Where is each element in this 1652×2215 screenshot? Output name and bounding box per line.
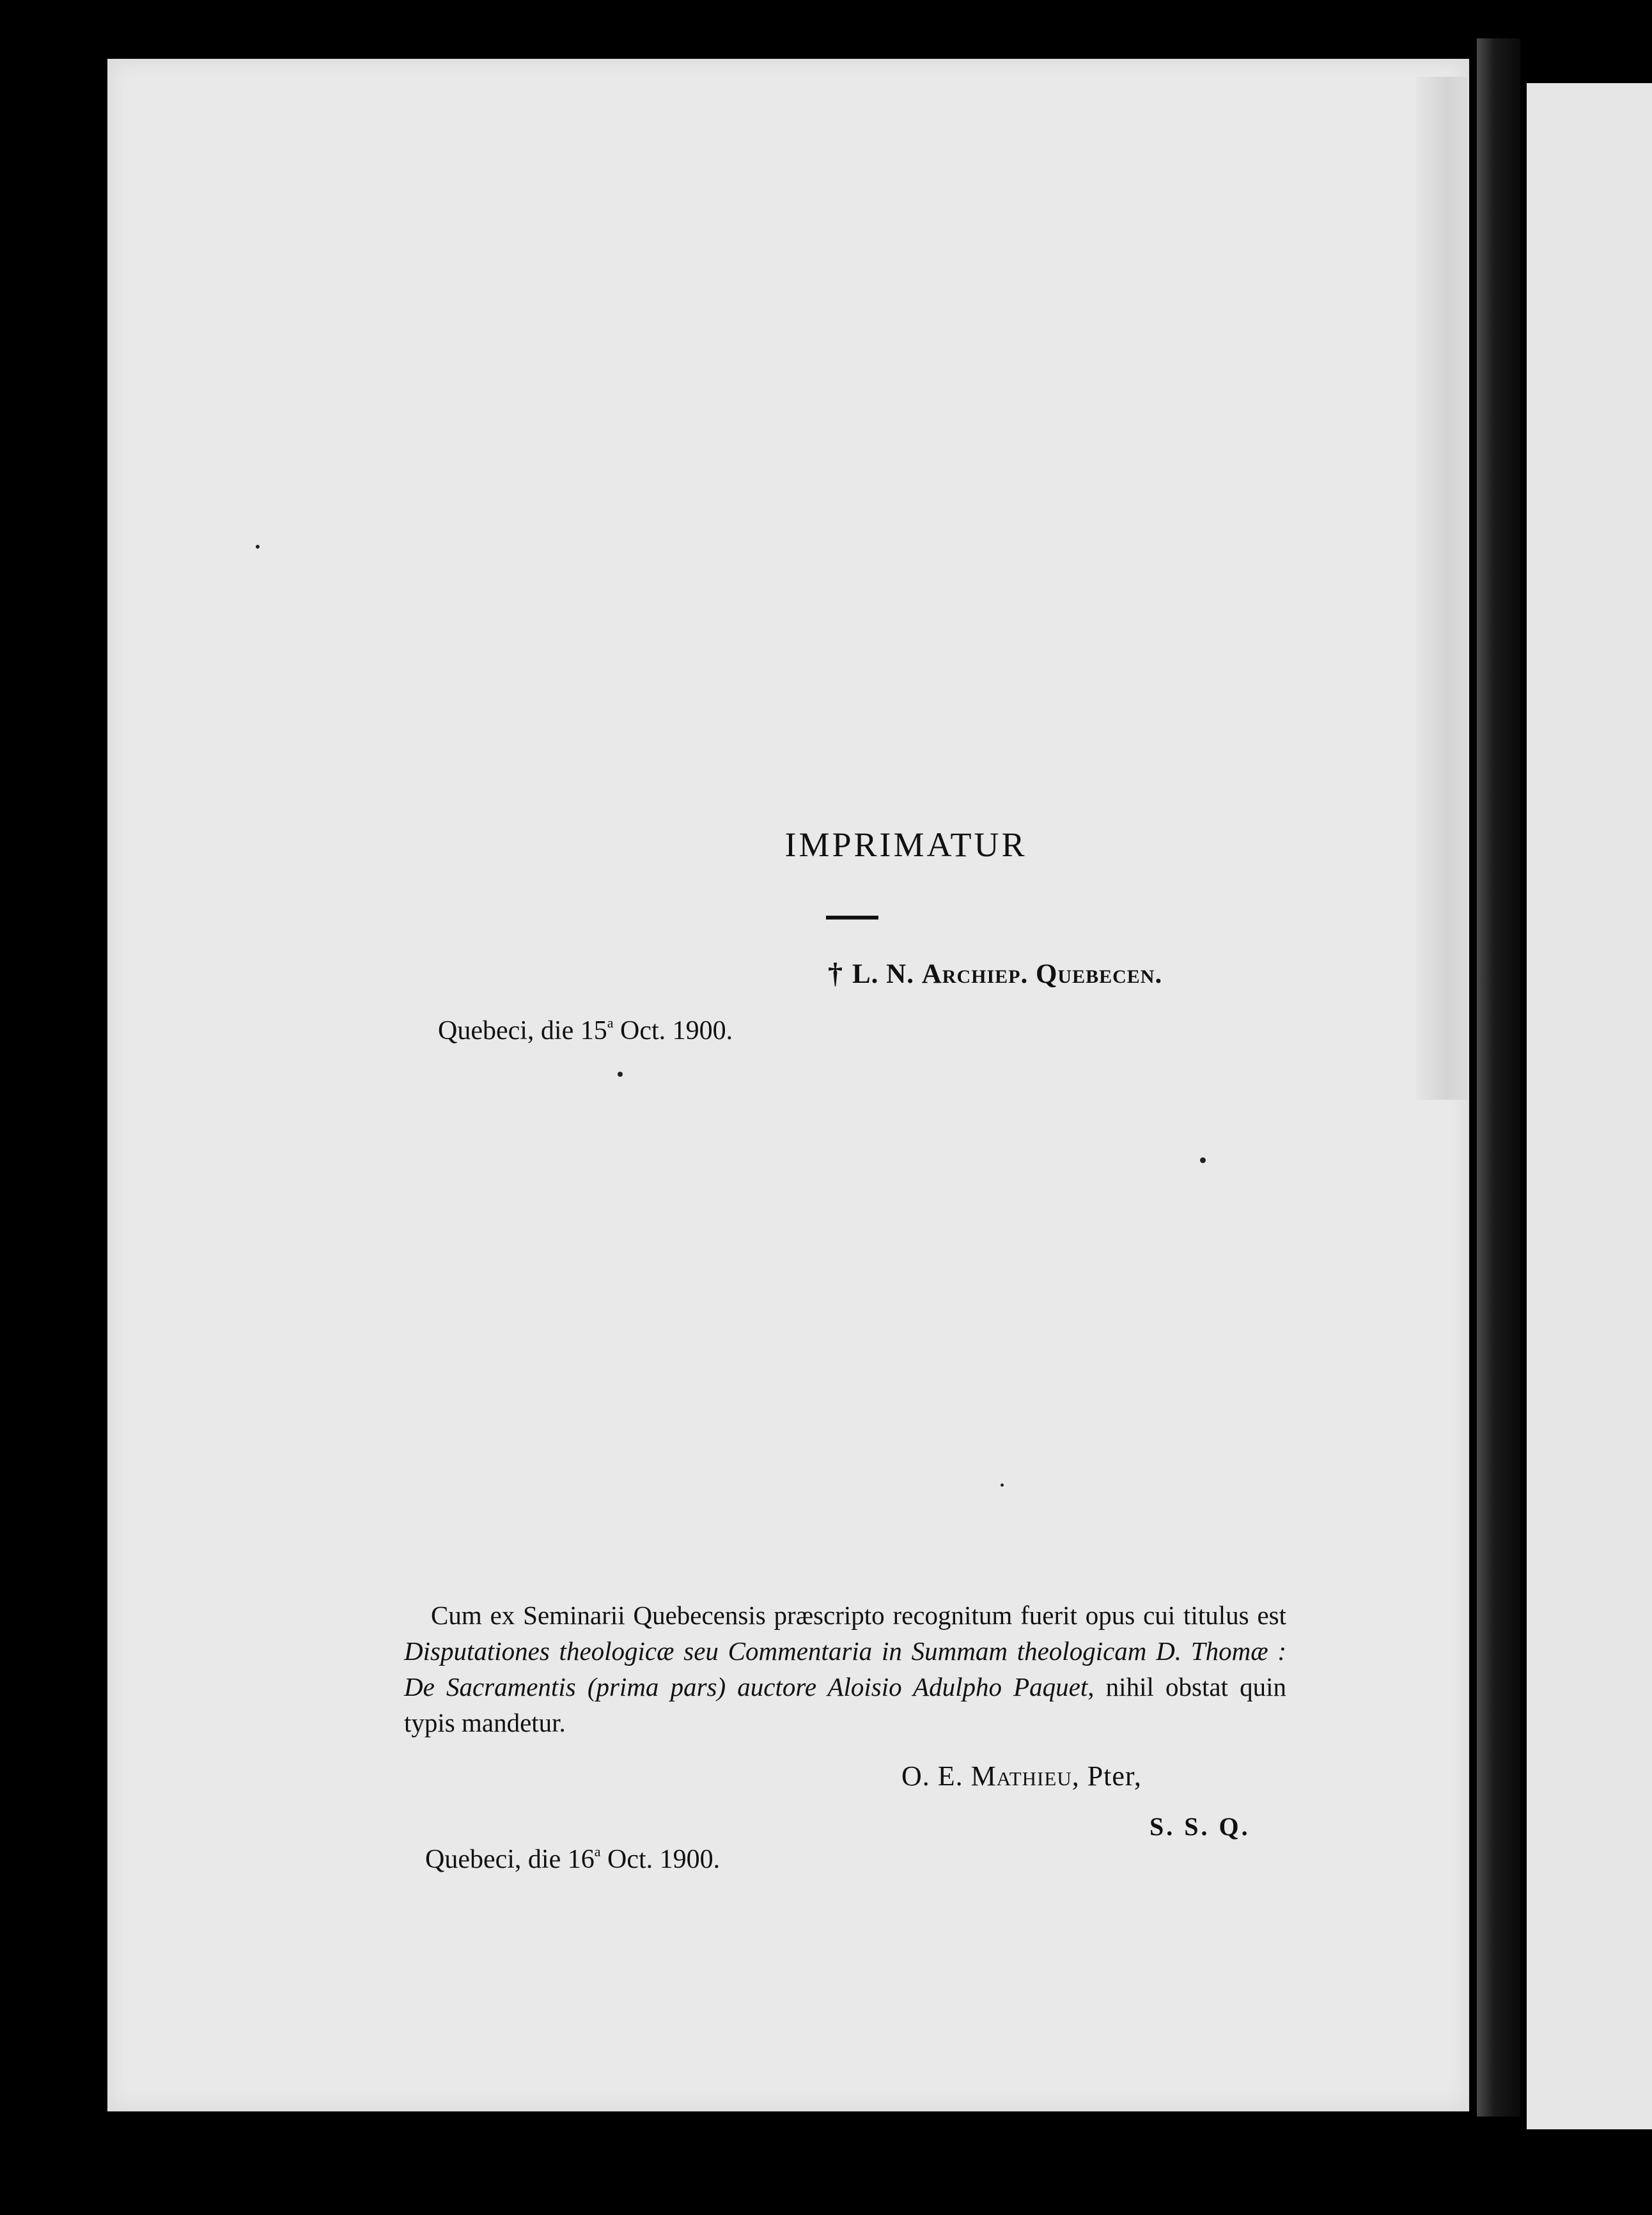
heading-rule (826, 916, 878, 920)
scan-speck (618, 1072, 623, 1077)
imprimatur-heading: IMPRIMATUR (784, 826, 1027, 864)
imprimatur-date (438, 1015, 733, 1046)
facing-page-edge (1527, 83, 1652, 2129)
censor-title: S. S. Q. (1149, 1812, 1251, 1841)
scan-speck (1200, 1157, 1206, 1163)
imprimatur-date-sup: a (607, 1015, 614, 1031)
archbishop-signatory (828, 956, 1162, 990)
censor-initials: O. E. (901, 1760, 963, 1792)
censor-date-prefix: Quebeci, die 16 (425, 1845, 595, 1874)
censor-name: Mathieu (970, 1760, 1072, 1792)
censor-signature (901, 1760, 1142, 1792)
book-page (107, 59, 1469, 2111)
censor-date-suffix: Oct. 1900. (600, 1845, 721, 1874)
censor-date-sup: a (594, 1843, 601, 1859)
nihil-obstat-outro: , nihil obstat quin typis mandetur. (404, 1672, 1286, 1737)
cross-symbol: † (828, 957, 843, 989)
scan-speck (1001, 1483, 1004, 1487)
nihil-obstat-work-title: Disputationes theologicæ seu Commentaria in Summam theologicam D. Thomæ : De Sacramentis (prima pars) auctore Aloisio Adulpho Paquet (404, 1636, 1286, 1702)
scan-speck (256, 545, 260, 549)
signatory-initials: L. N. (852, 959, 914, 989)
page-edge-shadow (1416, 77, 1467, 1100)
imprimatur-date-suffix: Oct. 1900. (613, 1016, 733, 1045)
book-spine (1477, 38, 1520, 2117)
imprimatur-date-prefix: Quebeci, die 15 (438, 1016, 607, 1045)
censor-suffix: , Pter, (1071, 1760, 1142, 1792)
signatory-title: Archiep. Quebecen. (921, 959, 1163, 989)
nihil-obstat-intro: Cum ex Seminarii Quebecensis præscripto recognitum fuerit opus cui titulus est (431, 1601, 1286, 1630)
nihil-obstat-paragraph (404, 1597, 1286, 1741)
censor-date (425, 1843, 720, 1875)
